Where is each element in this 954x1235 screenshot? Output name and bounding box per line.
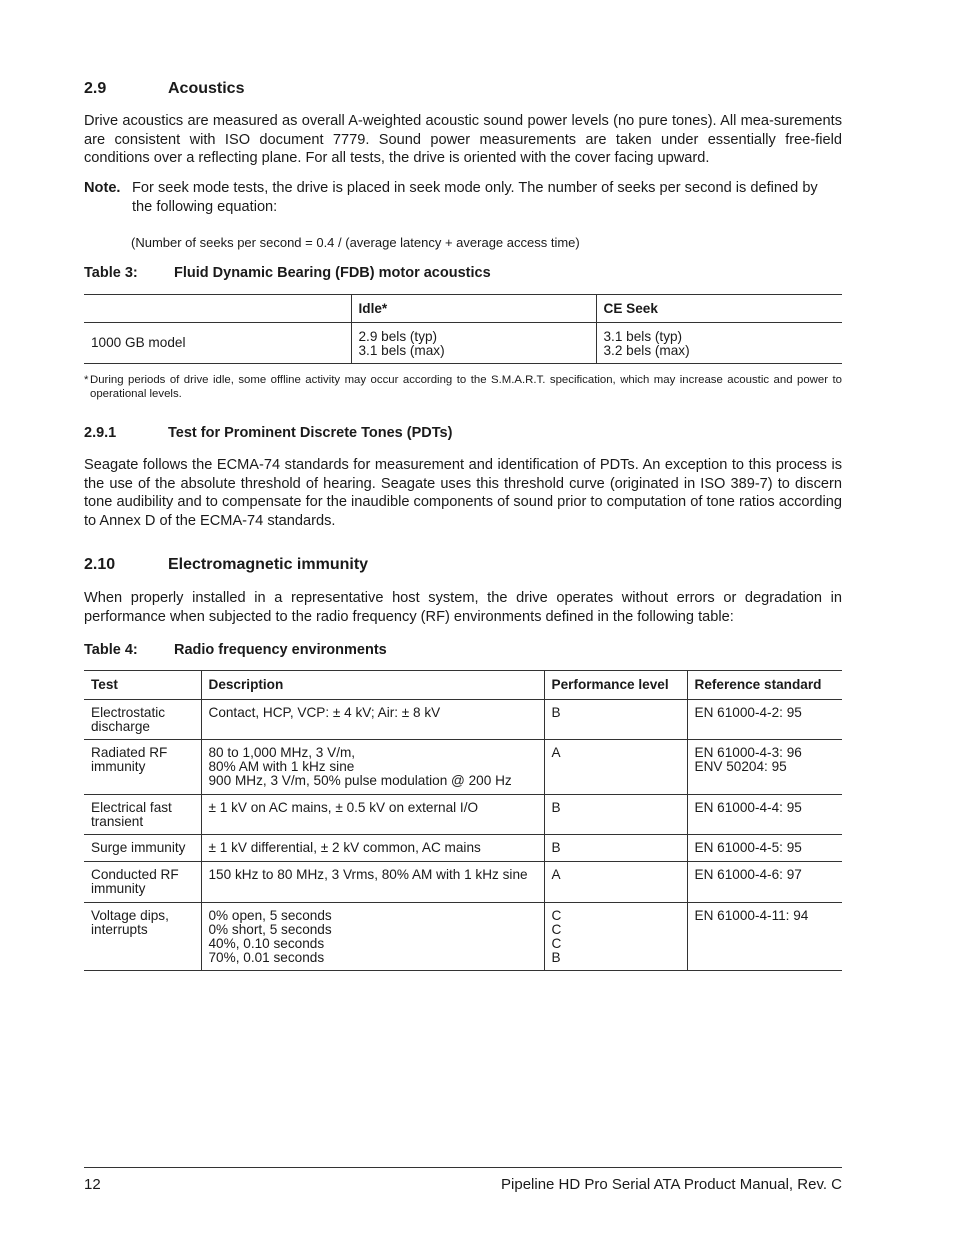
table3-footnote — [84, 373, 842, 401]
table4-cell: B — [544, 795, 687, 835]
table3-header-row — [84, 295, 842, 323]
table4-cell: 80 to 1,000 MHz, 3 V/m, 80% AM with 1 kHz sine 900 MHz, 3 V/m, 50% pulse modulation @ 200 Hz — [201, 740, 544, 795]
table4-header-cell: Reference standard — [687, 671, 842, 700]
section-title: Electromagnetic immunity — [168, 556, 369, 573]
table4-cell: Conducted RF immunity — [84, 862, 201, 903]
section-number: 2.9 — [84, 80, 107, 97]
table4-caption-title: Radio frequency environments — [174, 642, 387, 658]
table3-cell: 2.9 bels (typ) 3.1 bels (max) — [351, 323, 596, 364]
section-title: Acoustics — [168, 80, 245, 97]
section-heading-acoustics — [84, 80, 844, 100]
section-heading-pdt — [84, 425, 844, 445]
table4-cell: EN 61000-4-6: 97 — [687, 862, 842, 903]
table4-cell: ± 1 kV on AC mains, ± 0.5 kV on external I/O — [201, 795, 544, 835]
table4-cell: EN 61000-4-11: 94 — [687, 903, 842, 971]
table-row — [84, 700, 842, 740]
table4-cell: EN 61000-4-5: 95 — [687, 835, 842, 862]
note — [84, 179, 842, 219]
table4-header-cell: Test — [84, 671, 201, 700]
table4-caption-number: Table 4: — [84, 642, 138, 658]
section-number: 2.9.1 — [84, 425, 117, 441]
table4-cell: EN 61000-4-2: 95 — [687, 700, 842, 740]
table4-header-row — [84, 671, 842, 700]
table3-caption-number: Table 3: — [84, 265, 138, 281]
table4-cell: EN 61000-4-3: 96 ENV 50204: 95 — [687, 740, 842, 795]
table4-cell: B — [544, 835, 687, 862]
table3-header-cell — [84, 295, 351, 323]
table4-cell: C C C B — [544, 903, 687, 971]
pdt-paragraph: Seagate follows the ECMA-74 standards for measurement and identification of PDTs. An exception to this process is the use of the absolute threshold of hearing. Seagate uses this threshold curve (originated in ISO 389-7) to discern tone audibility and to compensate for the inaudible components of sound prior to computation of tone ratios according to Annex D of the ECMA-74 standards. — [84, 457, 842, 530]
footnote-mark: * — [84, 374, 89, 386]
table-row — [84, 795, 842, 835]
section-title: Test for Prominent Discrete Tones (PDTs) — [168, 425, 453, 441]
table-row — [84, 903, 842, 971]
footer-rule — [84, 1167, 842, 1168]
table-row — [84, 740, 842, 795]
table4-cell: ± 1 kV differential, ± 2 kV common, AC mains — [201, 835, 544, 862]
seek-equation: (Number of seeks per second = 0.4 / (average latency + average access time) — [131, 235, 580, 250]
page-number: 12 — [84, 1176, 101, 1193]
acoustics-paragraph: Drive acoustics are measured as overall A-weighted acoustic sound power levels (no pure tones). All mea-surements are consistent with ISO document 7779. Sound power measurements are taken under essentially free-field conditions over a reflecting plane. For all tests, the drive is oriented with the cover facing upward. — [84, 113, 842, 167]
section-heading-emi — [84, 556, 844, 576]
footer-title: Pipeline HD Pro Serial ATA Product Manual, Rev. C — [501, 1176, 842, 1193]
table4-caption — [84, 642, 784, 662]
table3-cell: 3.1 bels (typ) 3.2 bels (max) — [596, 323, 842, 364]
table3-cell: 1000 GB model — [84, 323, 351, 364]
table4-cell: Electrostatic discharge — [84, 700, 201, 740]
table3-header-cell: CE Seek — [596, 295, 842, 323]
table-row — [84, 323, 842, 364]
table3 — [84, 295, 842, 364]
table4-cell: Electrical fast transient — [84, 795, 201, 835]
table4-cell: Voltage dips, interrupts — [84, 903, 201, 971]
table-row — [84, 862, 842, 903]
table4-cell: EN 61000-4-4: 95 — [687, 795, 842, 835]
table4-cell: 150 kHz to 80 MHz, 3 Vrms, 80% AM with 1 kHz sine — [201, 862, 544, 903]
table-row — [84, 835, 842, 862]
emi-paragraph: When properly installed in a representative host system, the drive operates without errors or degradation in performance when subjected to the radio frequency (RF) environments defined in the following table: — [84, 590, 842, 625]
table3-header-cell: Idle* — [351, 295, 596, 323]
note-text: For seek mode tests, the drive is placed in seek mode only. The number of seeks per second is defined by the following equation: — [132, 180, 818, 215]
footnote-text: During periods of drive idle, some offline activity may occur according to the S.M.A.R.T. specification, which may increase acoustic and power to operational levels. — [90, 374, 842, 400]
table4-cell: A — [544, 740, 687, 795]
table4 — [84, 671, 842, 971]
table4-cell: Surge immunity — [84, 835, 201, 862]
section-number: 2.10 — [84, 556, 116, 573]
note-label: Note. — [84, 180, 121, 196]
table4-cell: B — [544, 700, 687, 740]
table4-cell: A — [544, 862, 687, 903]
table3-caption-title: Fluid Dynamic Bearing (FDB) motor acoustics — [174, 265, 491, 281]
table4-header-cell: Description — [201, 671, 544, 700]
table4-cell: Contact, HCP, VCP: ± 4 kV; Air: ± 8 kV — [201, 700, 544, 740]
table3-caption — [84, 265, 784, 285]
table4-header-cell: Performance level — [544, 671, 687, 700]
table4-cell: 0% open, 5 seconds 0% short, 5 seconds 40%, 0.10 seconds 70%, 0.01 seconds — [201, 903, 544, 971]
table4-cell: Radiated RF immunity — [84, 740, 201, 795]
